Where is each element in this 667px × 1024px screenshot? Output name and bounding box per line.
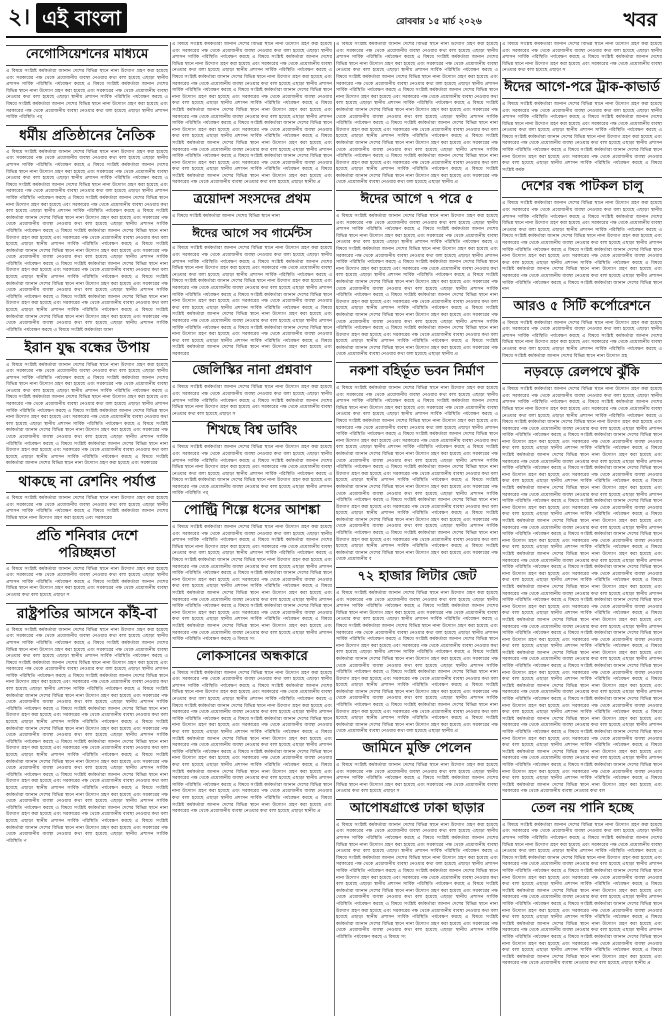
article-body: এ বিষয়ে সংশ্লিষ্ট কর্মকর্তারা জানান দেশের বিভিন্ন স্থানে নানা উদ্যোগ গ্রহণ করা হয়েছে এবং সরকারের পক্ষ থেকে প্রয়োজনীয় ব্যবস্থা নেওয়ার কথা বলা হয়েছে এছাড়া স্থানীয় প্রশাসন সার্বিক পরিস্থিতি পর্যবেক্ষণ করছে এ বিষয়ে সংশ্লিষ্ট কর্মকর্তারা জানান দেশের বিভিন্ন স্থানে নানা উদ্যোগ গ্রহণ করা হয়েছে এবং সরকারের পক্ষ থেকে প্রয়োজনীয় ব্যবস্থা নেওয়ার কথা বলা হয়েছে এছাড়া স্থানীয় প্রশাসন সার্বিক পরিস্থিতি পর্যবেক্ষণ করছে এ বিষয়ে সংশ্লিষ্ট কর্মকর্তারা জানান দেশের বিভিন্ন স্থানে নানা উদ্যোগ গ্রহণ করা হয়েছে এবং সরকারের পক্ষ থেকে প্রয়োজনীয় ব্যবস্থা নেওয়ার কথা বলা হয়েছে এছাড়া স্থানীয় প্রশাসন সার্বিক পরিস্থিতি পর্যবেক্ষণ করছে এ বিষয়ে সংশ্লিষ্ট কর্মকর্তারা জানান দেশের বিভিন্ন স্থানে নানা উদ্যোগ গ্রহণ করা হয়েছে এবং সরকারের পক্ষ থেকে প্রয়োজনীয় ব্যবস্থা নেওয়ার কথা বলা হয়েছে এছাড়া স্থানীয় প্রশাসন সার্বিক পরিস্থিতি পর্যবেক্ষণ করছে এ বিষয়ে সংশ্লিষ্ট কর্মকর্তারা জানান দেশের বিভিন্ন স্থানে নানা উদ্যোগ গ্রহণ করা হয়েছে এবং সরকারের পক্ষ থেকে প্রয়োজনীয় ব্যবস্থা নেওয়ার কথা বলা হয়েছে এছাড়া স্থানীয় প্রশাসন সার্বিক পরিস্থিতি পর্যবেক্ষণ করছে এ বিষয়ে সংশ্লিষ্ট কর্মকর্তারা জানান দেশের বিভিন্ন স্থানে নানা উদ্যোগ গ্রহণ করা হয়েছে এবং সরকারের পক্ষ থেকে প্রয়োজনীয় ব্যবস্থা নেওয়ার কথা বলা হয়েছে এছাড়া স্থানীয় প্রশাসন সার্বিক পরিস্থিতি পর্যবেক্ষণ করছে এ বিষয়ে সংশ্লিষ্ট কর্মকর্তারা জানান দেশের বিভিন্ন স্থানে নানা উদ্যোগ গ্রহণ করা হয়েছে এবং সরকারের (6, 362, 168, 467)
article-body: এ বিষয়ে সংশ্লিষ্ট কর্মকর্তারা জানান দেশের বিভিন্ন স্থানে নানা উদ্যোগ গ্রহণ করা হয়েছে এবং সরকারের পক্ষ থেকে প্রয়োজনীয় ব্যবস্থা নেওয়ার কথা বলা হয়েছে এছাড়া স্থানীয় প্রশাসন সার্বিক পরিস্থিতি পর্যবেক্ষণ করছে এ বিষয়ে সংশ্লিষ্ট কর্মকর্তারা জানান দেশের বিভিন্ন স্থানে নানা উদ্যোগ গ্রহণ করা হয়েছে এবং সরকারের পক্ষ থেকে প্রয়োজনীয় ব্যবস্থা নেওয়ার কথা বলা হয়েছে এছাড়া স (502, 42, 662, 74)
masthead-rule (6, 36, 661, 38)
article-body: এ বিষয়ে সংশ্লিষ্ট কর্মকর্তারা জানান দেশের বিভিন্ন স্থানে নানা উদ্যোগ গ্রহণ করা হয়েছে এবং সরকারের পক্ষ থেকে প্রয়োজনীয় ব্যবস্থা নেওয়ার কথা বলা হয়েছে এছাড়া স্থানীয় প্রশাসন সার্বিক পরিস্থিতি পর্যবেক্ষণ করছে এ বিষয়ে সংশ্লিষ্ট কর্মকর্তারা জানান দেশের বিভিন্ন স্থানে নানা উদ্যোগ গ্রহণ করা হয়েছে এবং সরকারের পক্ষ থেকে প্রয়োজনীয় ব্যবস্থা নেওয়ার কথা বলা হয়েছে এছাড়া স্থানীয় প্রশাসন সার্বিক পরিস্থিতি পর্যবেক্ষণ করছে এ বিষয়ে সংশ্লিষ্ট কর্মকর্তারা জানান দেশের বিভিন্ন স্থানে নানা উদ্যোগ গ্রহণ করা হয়েছে এবং সরকারের পক্ষ থেকে প্রয়োজনীয় ব্যবস্থা নেওয়ার কথা বলা হয়েছে এছাড়া স্থানীয় প্রশাসন সার্বিক পরিস্থিতি পর্যবেক্ষণ করছে এ বিষয়ে সংশ্লিষ্ট কর্মকর্তারা জানান দেশের বিভিন্ন স্থানে নানা উদ্যোগ গ্রহণ করা হয়েছে এবং সরকারের পক্ষ থেকে প্রয়োজনীয় ব্যবস্থা নেওয়ার কথা বলা হয়েছে এছাড়া স্থানীয় প্রশাসন সার্বিক পরিস্থিতি পর্যবেক্ষণ করছে এ বিষয়ে সংশ্লিষ্ট কর্মকর্তারা জানান দেশের বিভিন্ন স্থানে নানা উদ্যোগ গ্রহণ করা হয়েছে এবং সরকারের পক্ষ থেকে প্রয়োজনীয় ব্যবস্থা নেওয়ার কথা বলা হয়েছে এছাড়া স্থানীয় প্রশাসন সার্বিক পরিস্থিতি পর্যবেক্ষণ করছে এ বিষয়ে সংশ্লিষ্ট কর্মকর্তারা জানান দেশের বিভিন্ন স্থানে নানা উদ্যোগ গ্রহণ করা হয়েছে এবং সরকারের পক্ষ থেকে প্রয়োজনীয় ব্যবস্থা নেওয়ার কথা বলা হয়েছে এছাড়া স্থানীয় প্রশাসন সার্বিক পরিস্থিতি পর্যবেক্ষণ করছে এ বিষয়ে সংশ্লিষ্ট কর্মকর্তারা জানান দেশের বিভিন্ন স্থানে নানা উদ্যোগ গ্রহণ করা হয়েছে এবং সরকারের পক্ষ থেকে প্রয়োজনীয় ব্যবস্থা নেওয়ার কথা বলা হয়েছে এছাড়া স্থানীয় প্রশাসন সার্বিক পরিস্থিতি পর্যবেক্ষণ করছে এ বিষয়ে সং (336, 822, 498, 940)
article-body: এ বিষয়ে সংশ্লিষ্ট কর্মকর্তারা জানান দেশের বিভিন্ন স্থানে নানা উদ্যোগ গ্রহণ করা হয়েছে এবং সরকারের পক্ষ থেকে প্রয়োজনীয় ব্যবস্থা নেওয়ার কথা বলা হয়েছে এছাড়া স্থানীয় প্রশাসন সার্বিক পরিস্থিতি পর্যবেক্ষণ করছে এ বিষয়ে সংশ্লিষ্ট কর্মকর্তারা জানান দেশের বিভিন্ন স্থানে নানা উদ্যোগ গ্রহণ করা হয়েছে এবং সরকারের পক্ষ থেকে প্রয়োজনীয় ব্যবস্থা নেওয়ার কথা বলা হয়েছে এছাড়া স্থানীয় প্রশাসন সার্বিক পরিস্থিতি পর্যবেক্ষণ করছে এ বিষয়ে সংশ্লিষ্ট কর্মকর্তারা জানান দেশের বিভিন্ন স্থানে নানা উদ্যোগ গ্রহণ করা হয়েছে এবং সরকারের পক্ষ থেকে প্রয়োজনীয় ব্যবস্থা নেওয়ার কথা বলা হয়েছে এছাড়া স্থানীয় প্রশাসন সার্বিক পরিস্থিতি পর্যবেক্ষণ করছে এ বিষয়ে সংশ্লিষ্ট কর্মকর্তারা জানান দেশের বিভিন্ন স্থানে নানা উদ্যোগ গ্রহণ করা হয়েছে এবং সরকারের পক্ষ থেকে প্রয়োজনীয় ব্যবস্থা নেওয়ার কথা বলা হয়েছে এছাড়া স্থানীয় প্রশাসন সার্বিক পরিস্থিতি পর্যবেক্ষণ করছে এ বিষয়ে সংশ্লিষ্ট কর্মকর্তারা জানান দেশের বিভিন্ন স্থানে নানা উদ্যোগ গ্রহণ করা হয়েছে এবং সরকারের পক্ষ থেকে প্রয়োজনীয় ব্যবস্থা নেওয়ার কথা বলা হয়েছে এছাড়া স্থানীয় প্রশাসন সার্বিক পরিস্থিতি পর্যবেক্ষণ করছে এ বিষয়ে সংশ্লিষ্ট কর্মকর্তারা জানান দেশের বিভিন্ন স্থানে নানা উদ্যোগ গ্রহণ করা হয়েছে এবং সরকারের পক্ষ থেকে প্রয়োজনীয় ব্যবস্থা নেওয়ার কথা বলা হয়েছে এছাড়া স্থানীয় প্রশাসন সার্বিক পরিস্থিতি পর্যবেক্ষণ করছে এ বিষয়ে সংশ্লিষ্ট কর্মকর্তারা জানান দেশের বিভিন্ন স্থানে নানা উদ্যোগ গ্রহণ করা হয়েছে এবং সরকারের পক্ষ থেকে প্রয়োজনীয় ব্যবস্থা নেওয়ার কথা বলা হয়েছে এছাড়া স্থানীয় প্রশাসন সার্বিক পরিস্থিতি পর্যবেক্ষণ করছে এ বিষয়ে সংশ্লিষ্ট কর্মকর্তারা জানান দেশের বিভিন্ন স্থানে নানা উদ্যোগ গ্রহণ করা হয়েছে এবং সরকারের পক্ষ থেকে প্রয়োজনীয় ব্যবস্থা নেওয়ার কথা বলা হয়েছে এছাড়া স্থানীয় প্রশাসন সার্বিক পরিস্থিতি পর্যবেক্ষণ করছে এ বিষয়ে সংশ্লিষ্ট কর্মকর্তারা জানান দেশের বিভিন্ন স্থানে নানা উদ্যোগ গ্রহণ করা হয়েছে এবং সরকারের পক্ষ থেকে প্রয়োজনীয় ব্যবস্থা নেওয়ার কথা বলা হয়েছে এছাড়া স্থানীয় প্রশাসন সার্বিক পরিস্থিতি পর্যবেক্ষণ করছে এ বিষয়ে সংশ্লিষ্ট কর্মকর্তারা জানান দেশের বিভিন্ন স্থানে নানা উদ্যোগ গ্রহণ করা হয়েছে এবং সরকারের পক্ষ থেকে প্রয়োজনীয় ব্যবস্থা নেওয়ার কথা বলা হয়েছে এছাড়া স্থানীয় প্রশাসন সার্বিক পরিস্থিতি পর্যবেক্ষণ করছে এ বিষয়ে সংশ্লিষ্ট কর্মকর্তারা জানান দেশের বিভিন্ন স্থানে নানা উদ্যোগ গ্রহণ করা হয়েছে এবং সরকারের পক্ষ থেকে প্রয়োজনীয় ব্যবস্থা নেওয়ার কথা বলা হয়েছে এছাড়া স্থানীয় প্রশাসন সার্বিক পরিস্থিতি পর্যবেক্ষণ করছে এ বিষয়ে সংশ্লিষ্ট কর্মকর্তারা জানান দেশের বিভিন্ন স্থানে নানা উদ্যোগ গ্রহণ করা হয়েছে এবং সরকারের পক্ষ থেকে প্রয়োজনীয় ব্যবস্থা নেওয়ার কথা বলা হয়েছে এছাড়া স্থানীয় প্রশাসন সার্বিক পরিস্থিতি পর্যবেক্ষণ করছে এ বিষয়ে সংশ্লিষ্ট কর্মকর্তারা জানান দেশের বিভিন্ন স্থানে নানা উদ্যোগ গ্রহণ করা হয়েছে এবং সরকারের পক্ষ থেকে প্রয়োজনীয় ব্যবস্থা নেওয়ার কথা বলা হয়েছে এছাড়া স্থানীয় প্রশাসন সার্বিক পরিস্থিতি পর্যবেক্ষণ করছে এ বিষয়ে সংশ্লিষ্ট কর্মকর্তারা জানান দেশের বিভিন্ন স্থানে নানা উদ্যোগ গ্রহণ করা হয়েছে এবং সরকারের পক্ষ থেকে প্রয়োজনীয় ব্যবস্থা নেওয়ার কথা বলা হয়েছে এছাড়া স্থানীয় প্রশাসন সার্বিক পরিস্থিতি পর্যবেক্ষণ করছে এ বিষয়ে সংশ্লিষ্ট কর্মকর্তারা জানান দেশের বিভিন্ন স্থানে নানা উদ্যোগ গ্রহণ করা হয়েছে এবং সরকারের পক্ষ থেকে প্রয়োজনীয় ব্যবস্থা নেওয়ার কথা বলা হয়েছে এছাড়া স্থানীয় প্রশাসন সার্বিক পরিস্থিতি পর্যবেক্ষণ করছে এ বিষয়ে সংশ্লিষ্ট কর্মকর্তারা জানান দেশের বিভিন্ন স্থানে নানা উদ্যোগ গ্রহণ করা হয়েছে এবং সরকারের পক্ষ থেকে প্রয়োজনীয় ব্যবস্থা নেওয়ার কথা বলা হয়েছে এছাড়া স্থানীয় প্রশাসন সার্বিক পরিস্থিতি পর্যবেক্ষণ করছে এ বিষয়ে সংশ্লিষ্ট কর্মকর্তারা জানান দেশের বিভিন্ন স্থানে নানা উদ্যোগ গ্রহণ করা হয়েছে এবং সরকারের পক্ষ থেকে প্রয়োজনীয় ব্যবস্থা নেওয়ার কথা বলা হয়েছে এছাড়া স্থানীয় প্রশাসন সার্বিক পরিস্থিতি পর্যবেক্ষণ করছে এ বিষয়ে সংশ্লিষ্ট কর্মকর্তারা জানান দেশের বিভিন্ন স্থানে নানা উদ্যোগ গ্রহণ করা হয়েছে এবং সরকারের পক্ষ থেকে প্রয়োজনীয় ব্যবস্থা নেওয়ার কথা বলা হয়েছে এছাড়া স্থানীয় প্রশাসন সার্বিক পরিস্থিতি পর্যবেক্ষণ করছে এ বিষয়ে সংশ্লিষ্ট কর্মকর্তারা জানান দেশের বিভিন্ন স্থানে নানা উদ্যোগ গ্রহণ করা হয়েছে এবং সরকারের পক্ষ থেকে প্রয়োজনীয় ব্যবস্থা নেওয়ার কথা বলা হয়েছে এছাড়া স্থানীয় প্রশাসন সার্বিক পরিস্থিতি পর্যবেক্ষণ করছে এ বিষয়ে সংশ্লিষ্ট কর্মকর্তারা জানান দেশের বিভিন্ন স্থানে নানা উদ্যোগ গ্রহণ করা হয়েছে এবং সরকারের পক্ষ থেকে প্রয়োজনীয় ব্যবস্থা নেওয়ার কথা বলা হয়েছে এছাড়া স্থানীয় প্রশাসন সার্বিক পরিস্থিতি পর্যবেক্ষণ করছে এ বিষয়ে সংশ্লিষ্ট কর্মকর্তারা জানান দেশের বিভিন্ন স্থানে নানা উদ্যোগ গ্রহণ করা হয়েছে এবং সরকারের পক্ষ থেকে প্রয়োজনীয় ব্যবস্থা নেওয়ার কথা বলা হয়েছে এছাড়া স্থানীয় প্রশাসন সার্বিক পরিস্থিতি পর্যবেক্ষণ করছে এ বিষয়ে সংশ্লিষ্ট কর্মকর্তারা জানান দেশের বিভিন্ন স্থানে নানা উদ্যোগ গ্রহণ করা হয়েছে এবং সরকারের পক্ষ থেকে প্রয়োজনীয় ব্যবস্থা নেওয়ার কথা বলা হয়েছে এছাড়া স্থানীয় প্রশাসন সার্বিক পরিস্থিতি পর্যবেক্ষণ করছে এ বিষয়ে সংশ্লিষ্ট কর্মকর্তারা জানান দেশের বিভিন্ন স্থানে নানা উদ্যোগ গ্রহণ করা হয়েছে এবং সরকারের পক্ষ থেকে প্রয়োজনীয় ব্যবস্থা নেওয়ার কথা বলা হয়েছে এছাড়া স্থানীয় প্রশাসন সার্বিক পরিস্থিতি পর্যবেক্ষণ করছে এ বিষয়ে সংশ্লিষ্ট কর্মকর্তারা জানান দেশের বিভিন্ন স্থানে নানা উদ্যোগ গ্রহণ করা হয়েছে এবং সরকারের পক্ষ থেকে প্রয়োজনীয় ব্যবস্থা নেওয়ার কথা বলা হয়েছে এছাড়া স্থানীয় প্রশাসন সার্বিক পরিস্থিতি পর্যবেক্ষণ করছে এ বিষয়ে সংশ্লিষ্ট কর্মকর্তারা জানান দেশের বিভিন্ন স্থানে নানা উদ্যোগ গ্রহণ করা হয়েছে এবং সরকারের পক্ষ থেকে প্রয়োজনীয় ব্যবস্থা নেওয়ার কথা বল (502, 387, 662, 795)
article-headline: রাষ্ট্রপতির আসনে কাঁই-বা (6, 603, 168, 625)
column-1 (6, 42, 168, 1018)
article-body: এ বিষয়ে সংশ্লিষ্ট কর্মকর্তারা জানান দেশের বিভিন্ন স্থানে নানা উদ্যোগ গ্রহণ করা হয়েছে এবং সরকারের পক্ষ থেকে প্রয়োজনীয় ব্যবস্থা নেওয়ার কথা বলা হয়েছে এছাড়া স্থানীয় প্রশাসন সার্বিক পরিস্থিতি পর্যবেক্ষণ করছে এ বিষয়ে সংশ্লিষ্ট কর্মকর্তারা জানান দেশের বিভিন্ন স্থানে নানা উদ্যোগ গ্রহণ করা হয়েছে এবং সরকারের পক্ষ থেকে প্রয়োজনীয় ব্যবস্থা নেওয়ার কথা বলা হয়েছে এছাড়া স্থানীয় প্রশাসন সার্বিক পরিস্থিতি পর্যবেক্ষণ করছে এ বিষয়ে সংশ্লিষ্ট কর্মকর্তারা জানান দেশের বিভিন্ন স্থানে নানা উদ্যোগ গ্রহণ করা হয়েছে এবং সরকারের পক্ষ থেকে প্রয়োজনীয় ব্যবস্থা নেওয়ার কথা বলা হয়েছে এছাড়া স্থানীয় প্রশাসন সার্বিক পরিস্থিতি পর্যবেক্ষণ করছে এ বিষয়ে সংশ্লিষ্ট কর্মকর্তারা জানান দেশের বিভিন্ন স্থানে নানা উদ্যোগ গ্রহণ করা হয়েছে এবং সরকারের পক্ষ থেকে প্রয়োজনীয় ব্যবস্থা নেওয়ার কথা বলা হয়েছে এছাড়া স্থানীয় প্রশাসন সার্বিক পরিস্থিতি পর্যবেক্ষণ করছে এ বিষয়ে সংশ্লিষ্ট কর্মকর্তারা জানান দেশের বিভিন্ন স্থানে নানা উদ্যোগ গ্রহণ করা হয়েছে এবং সরকারের পক্ষ থেকে প্রয়োজনীয় ব্যবস্থা নেওয়ার কথা বলা হয়েছে এছাড়া স্থানীয় প্রশাসন সার্বিক পরিস্থিতি পর্যবেক্ষণ করছে এ বিষয়ে সংশ্লিষ্ট কর্মকর্তারা জানান দেশের বিভিন্ন স্থানে নানা উদ্যোগ গ্রহণ করা হয়েছে এবং সরকারের পক্ষ থেকে প্রয়োজনীয় ব্যবস্থা নেওয়ার কথা বলা হয়েছে এছাড়া স্থানীয় প্রশাসন সার্বিক পরিস্থিতি পর্যবেক্ষণ করছে এ বিষয়ে সংশ্লিষ্ট কর্মকর্তারা জানান দেশের বিভিন্ন স্থানে নানা উদ্যোগ গ্রহণ করা হয়েছে এবং সরকারের পক্ষ থেকে প্রয়োজনীয় ব্যবস্থা নেওয়ার কথা বলা হয়েছে এছাড়া স্থানীয় প্রশাসন সার্বিক পরিস্থিতি পর্যবেক্ষণ করছে এ বিষয়ে সং (172, 525, 332, 643)
article-headline: আপোষগ্রাপ্তে ঢাকা ছাড়ার (336, 799, 498, 820)
article-headline: ত্রয়োদশ সংসদের প্রথম (172, 190, 332, 211)
article-headline: থাকছে না রেশনিং পর্যাপ্ত (6, 471, 168, 493)
article-body: এ বিষয়ে সংশ্লিষ্ট কর্মকর্তারা জানান দেশের বিভিন্ন স্থানে নানা উদ্যোগ গ্রহণ করা হয়েছে এবং সরকারের পক্ষ থেকে প্রয়োজনীয় ব্যবস্থা নেওয়ার কথা বলা হয়েছে এছাড়া স্থানীয় প্রশাসন সার্বিক পরিস্থিতি পর্যবেক্ষণ করছে এ বিষয়ে সংশ্লিষ্ট কর্মকর্তারা জানান দেশের বিভিন্ন স্থানে নানা উদ্যোগ গ্রহণ করা হয়েছে এবং সরকারের পক্ষ থেকে প্রয়োজনীয় ব্যবস্থা নেওয়ার কথা বলা হয়েছে এছাড়া স্থানীয় প্রশাসন সার্বিক পরিস্থিতি পর্যবেক্ষণ করছে এ বিষয়ে সংশ্লিষ্ট কর্মকর্তারা জানান দেশের বিভিন্ন স্থানে নানা উদ্যোগ গ্রহণ করা হয়েছে এবং সরকারের পক্ষ থেকে প্রয়োজনীয় ব্যবস্থা নেওয়ার কথা বলা হয়েছে এছাড়া স্থানীয় প্রশাসন সার্বিক পরিস্থিতি পর্যবেক্ষণ করছে এ বিষয়ে সংশ্লিষ্ট কর্মকর্তারা জানান দেশের বিভিন্ন স্থানে নানা উদ্যোগ গ্রহণ করা হয়েছে এবং সরকারের পক্ষ থেকে প্রয়োজনীয় ব্যবস্থা নেওয়ার কথা বলা হয়েছে এছাড়া স্থানীয় প্রশাসন সার্বিক পরিস্থিতি পর্যবেক্ষণ করছে এ বিষয়ে সংশ্লিষ্ট কর্মক (502, 101, 662, 173)
article-body: এ বিষয়ে সংশ্লিষ্ট কর্মকর্তারা জানান দেশের বিভিন্ন স্থানে নানা উদ্যোগ গ্রহণ করা হয়েছে এবং সরকারের পক্ষ থেকে প্রয়োজনীয় ব্যবস্থা নেওয়ার কথা বলা হয়েছে এছাড়া স্থানীয় প্রশাসন সার্বিক পরিস্থিতি পর্যবেক্ষণ করছে এ বিষয়ে সংশ্লিষ্ট কর্মকর্তারা জানান দেশের বিভিন্ন স্থানে নানা উদ্যোগ গ্রহণ করা হয়েছে এবং সরকারের পক্ষ থেকে প্রয়োজনীয় ব্যবস্থা নেওয়ার কথা বলা হয়েছে এছাড়া স্থানীয় প্রশাসন সার্বিক পরিস্থিতি পর্যবেক্ষণ করছে এ বিষয়ে সংশ্লিষ্ট কর্মকর্তারা জানান দেশের বিভিন্ন স্থানে নানা উদ্যোগ গ্রহণ করা হয়েছে এবং সরকারের পক্ষ থেকে প্রয়োজনীয় ব্যবস্থা নেওয়ার কথা বলা হয়েছে এছাড়া স্থানীয় প্রশাসন সার্বিক পরিস্থিতি পর্ (6, 68, 168, 121)
article-body: এ বিষয়ে সংশ্লিষ্ট কর্মকর্তারা জানান দেশের বিভিন্ন স্থানে নানা উদ্যোগ গ্রহণ করা হয়েছে এবং সরকারের পক্ষ থেকে প্রয়োজনীয় ব্যবস্থা নেওয়ার কথা বলা হয়েছে এছাড়া স্থানীয় প্রশাসন সার্বিক পরিস্থিতি পর্যবেক্ষণ করছে এ বিষয়ে সংশ্লিষ্ট কর্মকর্তারা জানান দেশের বিভিন্ন স্থানে নানা উদ্যোগ গ্রহণ করা হয়েছে এবং সরকারের পক্ষ থেকে প্রয়োজনীয় ব্যবস্থা নেওয়ার কথা বলা হয়েছে এছাড়া স্থানীয় প্রশাসন সার্বিক পরিস্থিতি পর্যবেক্ষণ করছে এ বিষয়ে সংশ্লিষ্ট কর্মকর্তারা জানান দেশের বিভিন্ন স্থানে নানা উদ্যোগ গ্রহণ করা হয়েছে এবং সরকারের পক্ষ থেকে প্রয়োজনীয় ব্যবস্থা নেওয়ার কথা বলা হয়েছে এছাড়া স্থানীয় প্রশাসন সার্বিক পরিস্থিতি পর্যবেক্ষণ করছে এ বিষয়ে সংশ্লিষ্ট কর্মকর্তারা জানান দেশের বিভিন্ন স্থানে নানা উদ্যোগ গ্রহণ করা হয়েছে এবং সরকারের পক্ষ থেকে প্রয়োজনীয় ব্যবস্থা নেওয়ার কথা বলা হয়েছে এছাড়া স্থানীয় প্রশাসন সার্বিক পরিস্থিতি পর্যবেক্ষণ করছে এ বিষয়ে সংশ্লিষ্ট কর্মকর্তারা জানান দেশের বিভিন্ন স্থানে নানা উদ্যোগ গ্রহণ করা হয়েছে এবং সরকারের পক্ষ থেকে প্রয়োজনীয় ব্যবস্থা নেওয়ার কথা বলা হয়েছে এছাড়া স্থানীয় প্রশাসন সার্বিক পরিস্থিতি পর্যবেক্ষণ করছে এ বিষয়ে সংশ্লিষ্ট কর্মকর্তারা জানান দেশের বিভিন্ন স্থানে নানা উদ্যোগ গ্রহণ করা হয়েছে এবং সরকারের পক্ষ থেকে প্রয়োজনীয় ব্যবস্থা নেওয়ার কথা বলা হয়েছে এছাড়া স্থানীয় প্রশাসন সার্বিক পরিস্থিতি পর্যবেক্ষণ করছে এ বিষয়ে সংশ্লিষ্ট কর্মকর্তারা জানান দেশের বিভিন্ন স্থানে নানা উদ্যোগ গ্রহণ করা হয়েছে এবং সরকারের পক্ষ থেকে প্রয়োজনীয় ব্যবস্থা নেওয়ার কথা বলা হয়েছে এছাড়া স্থানীয় প্রশাসন সার্বিক পরিস্থিতি পর্যবেক্ষণ করছে এ বিষয়ে সংশ্লিষ্ট কর্মকর্তারা জানান দেশের বিভিন্ন স্থানে নানা উদ্যোগ গ্রহণ করা হয়েছে এবং সরকারের পক্ষ থেকে প্রয়োজনীয় ব্যবস্থা নেওয়ার কথা বলা হয়েছে এছাড়া স্থানীয় প্রশাসন সার্বিক পরিস্থিতি পর্যবেক্ষণ করছে এ বিষয়ে সংশ্লিষ্ট কর্মকর্তারা জানান দেশের বিভিন্ন স্থানে নানা উদ্যোগ গ্রহণ করা হয়েছে এবং সরকারের পক্ষ থেকে প্রয়োজনীয় ব্যবস্থা নেওয়ার কথা বলা হয়েছে এছাড়া স্থানীয় প্র (336, 42, 498, 186)
article-body: এ বিষয়ে সংশ্লিষ্ট কর্মকর্তারা জানান দেশের বিভিন্ন স্থানে নানা উদ্যোগ গ্রহণ করা হয়েছে এবং সরকারের পক্ষ থেকে প্রয়োজনীয় ব্যবস্থা নেওয়ার কথা বলা হয়েছে এছাড়া স্থানীয় প্রশাসন সার্বিক পরিস্থিতি পর্যবেক্ষণ করছে এ বিষয়ে সংশ্লিষ্ট কর্মকর্তারা জানান দেশের বিভিন্ন স্থানে নানা উদ্যোগ গ্রহণ করা হয়েছে এবং সরকারের পক্ষ থেকে প্রয়োজনীয় ব্যবস্থা নেওয়ার কথা বলা হয়েছে এছাড়া স (336, 762, 498, 795)
newspaper-logo (36, 3, 127, 33)
column-divider (500, 42, 501, 1016)
article-body: এ বিষয়ে সংশ্লিষ্ট কর্মকর্তারা জানান দেশের বিভিন্ন স্থানে নানা উদ্যোগ গ্রহণ করা হয়েছে এবং সরকারের পক্ষ থেকে প্রয়োজনীয় ব্যবস্থা নেওয়ার কথা বলা হয়েছে এছাড়া স্থানীয় প্রশাসন সার্বিক পরিস্থিতি পর্যবেক্ষণ করছে এ বিষয়ে সংশ্লিষ্ট কর্মকর্তারা জানান দেশের বিভিন্ন স্থানে নানা উদ্যোগ গ্রহণ করা হয়েছে এবং সরকারের পক্ষ থেকে প্রয়োজনীয় ব্যবস্থা নেওয়ার কথা বলা হয়েছে এছাড়া স্থানীয় প্রশাসন সার্বিক পরিস্থিতি পর্যবেক্ষণ করছে এ বিষয়ে সংশ্লিষ্ট কর্মকর্তারা জানান দেশের বিভিন্ন স্থানে নানা উদ্যোগ গ্রহণ করা হয়েছে এবং সরকারের পক্ষ থেকে প্রয়োজনীয় ব্যবস্থা নেওয়ার কথা বলা হয়েছে এছাড়া স্থানীয় প্রশাসন সার্বিক পরিস্থিতি পর্যবেক্ষণ করছে এ বিষয়ে সংশ্লিষ্ট কর্মকর্তারা জানান দেশের বিভিন্ন স্থানে নানা উদ্যোগ গ্রহণ করা হয়েছে এবং সরকারের পক্ষ থেকে প্রয়োজনীয় ব্যবস্থা নেওয়ার কথা বলা হয়েছে এছাড়া স্থানীয় প্রশাসন সার্বিক পরিস্থিতি পর্যবেক্ষণ করছে এ বিষয়ে সংশ্লিষ্ট কর্মকর্তারা জানান দেশের বিভিন্ন স্থানে নানা উদ্যোগ গ্রহণ করা হয়েছে এবং সরকারের পক্ষ থেকে প্রয়োজনীয় ব্যবস্থা নেওয়ার কথা বলা হয়েছে এছাড়া স্থানীয় প্রশাসন সার্বিক পরিস্থিতি পর্যবেক্ষণ করছে এ বিষয়ে সংশ্লিষ্ট কর্মকর্তারা জানান দেশের বিভিন্ন স্থানে নানা উদ্যোগ গ্রহণ করা হয়েছে এবং সরকারের পক্ষ থেকে প্রয়োজনীয় ব্যবস্থা নেওয়ার কথা বলা হয়েছে এছাড়া স্থানীয় প্রশাসন সার্বিক পরিস্থিতি পর্যবেক্ষণ করছে এ বিষয়ে সংশ্লিষ্ট কর্মকর্তারা জানান দেশের বিভিন্ন স্থানে নানা উদ্যোগ গ্রহণ করা হয়েছে এবং সরকারের পক্ষ থেকে প্রয়োজনীয় ব্যবস্থা নেওয়ার কথা বলা হয়েছে এছাড়া স্থানীয় প্রশাসন সার্বিক পরিস্থিতি পর্যবেক্ষণ করছে এ বিষয়ে সংশ্লিষ্ট কর্মকর্তারা জানান দেশের বিভিন্ন স্থানে নানা উদ্যোগ গ্রহণ করা হয়েছে এবং সরকারের পক্ষ থেকে প্রয়োজনীয় ব্যবস্থা নেওয়ার কথা বলা হয়েছে এছাড়া স্থানীয় প্রশাসন সার্বিক পরিস্থিতি পর্যবেক্ষণ করছে এ বিষয়ে সংশ্লিষ্ট কর্মকর্তারা জানান দেশের বিভিন্ন স্থানে নানা উদ্যোগ গ্রহণ করা হয়েছে এবং সরকারের পক্ষ থেকে প্রয়োজনীয় ব্যবস্থা নেওয়ার কথা বলা হয়েছে এছাড়া স্থানীয় প্র (336, 214, 498, 358)
article-headline: দেশের বন্ধ পাটকল চালু (502, 177, 662, 198)
article-headline: ধর্মীয় প্রতিষ্ঠানের নৈতিক (6, 125, 168, 147)
article-body: এ বিষয়ে সংশ্লিষ্ট কর্মকর্তারা জানান দেশের বিভিন্ন স্থানে নানা উদ্যোগ গ্রহণ করা হয়েছে এবং সরকারের পক্ষ থেকে প্রয়োজনীয় ব্যবস্থা নেওয়ার কথা বলা হয়েছে এছাড়া স্থানীয় প্রশাসন সার্বিক পরিস্থিতি পর্যবেক্ষণ করছে এ বিষয়ে সংশ্লিষ্ট কর্মকর্তারা জানান দেশের বিভিন্ন স্থানে নানা উদ্যোগ গ্রহণ করা হয়েছে এবং সরকারের পক্ষ থেকে প্রয়োজনীয় ব্যবস্থা নেওয়ার কথা বলা হয়েছে এছাড়া স্থানীয় প্রশাসন সার্বিক পরিস্থিতি পর্যবেক্ষণ করছে এ বিষয়ে সংশ্লিষ্ট কর্মকর্তারা জানান দেশের বিভিন্ন স্থানে নানা উদ্যোগ গ্রহণ করা হয়েছে এবং সরকারের পক্ষ থেকে প্রয়োজনীয় ব্যবস্থা নেওয়ার কথা বলা হয়েছে এছাড়া স্থানীয় প্রশাসন সার্বিক পরিস্থিতি পর্যবেক্ষণ করছে এ বিষয়ে সংশ্লিষ্ট কর্মকর্তারা জানান দেশের বিভিন্ন স্থানে নানা উদ্যোগ গ্রহণ করা হয়েছে এবং সরকারের পক্ষ থেকে প্রয়োজনীয় ব্যবস্থা নেওয়ার কথা বলা হয়েছে এছাড়া স্থানীয় প্রশাসন সার্বিক পরিস্থিতি পর্যবেক্ষণ করছে এ বিষয়ে সংশ্লিষ্ট কর্মকর্তারা জানান দেশের বিভিন্ন স্থানে নানা উদ্যোগ গ্রহণ করা হয়েছে এবং সরকারের পক্ষ থেকে প্রয়োজনীয় ব্যবস্থা নেওয়ার কথা বলা হয়েছে এছাড়া স্থানীয় প্রশাসন সার্বিক পরিস্থিতি পর্যবেক্ষণ করছে এ বিষয়ে সংশ্লিষ্ট কর্মকর্তারা জানান দেশের বিভিন্ন স্থানে নানা উদ্যোগ গ্রহণ করা হয়েছে এবং সরকারের পক্ষ থেকে প্রয়োজনীয় ব্যবস্থা নেওয়ার কথা বলা হয়েছে এছাড়া স্থানীয় প্রশাসন সার্বিক পরিস্থিতি পর্যবেক্ষণ করছে এ বিষয়ে সংশ্লিষ্ট কর্মকর্তারা জানান দেশের বিভিন্ন স্থানে নানা উদ্যোগ গ্রহণ করা হয়েছে এবং সরকারের পক্ষ থেকে প্রয়োজনীয় ব্যবস্থা নেওয়ার কথা বলা হয়েছে এছাড়া স্থানীয় প্রশাসন সার্বিক পরিস্থিতি পর্যবেক্ষণ করছে এ বিষয়ে সংশ্লিষ্ট কর্মকর্তারা জানান দেশের বিভিন্ন স্থানে নানা উদ্যোগ গ্রহণ করা হয়েছে এবং সরকারের পক্ষ থেকে প্রয়োজনীয় ব্যবস্থা নেওয়ার কথা বলা হয়েছে এছাড়া স্থানীয় প্রশাসন সার্বিক পরিস্থিতি পর্যবেক্ষণ করছে এ বিষয়ে সংশ্লিষ্ট কর্মকর্তারা জানান দেশের বিভিন্ন স্থানে নানা উদ্যোগ গ্রহণ করা হয়েছে এবং সরকারের পক্ষ থেকে প্রয়োজনীয় ব্যবস্থা নেওয়ার কথা বলা হয়েছে এছাড়া স্থানীয় প্র (172, 670, 332, 815)
article-headline: ঈদের আগে সব গার্মেন্টস (172, 224, 332, 244)
column-4 (502, 42, 662, 1018)
article-body: এ বিষয়ে সংশ্লিষ্ট কর্মকর্তারা জানান দেশের বিভিন্ন স্থানে নানা উদ্যোগ গ্রহণ করা হয়েছে এবং সরকারের পক্ষ থেকে প্রয়োজনীয় ব্যবস্থা নেওয়ার কথা বলা হয়েছে এছাড়া স্থানীয় প্রশাসন সার্বিক পরিস্থিতি পর্যবেক্ষণ করছে এ বিষয়ে সংশ্লিষ্ট কর্মকর্তারা জানান দেশের বিভিন্ন স্থানে নানা উদ্যোগ গ্রহণ করা হয়েছে এবং সরকারের পক্ষ থেকে প্রয়োজনীয় ব্যবস্থা নেওয়ার কথা বলা হয়েছে এছাড়া স্থানীয় প্রশাসন সার্বিক পরিস্থিতি পর্যবেক্ষণ করছে এ বিষয়ে সংশ্লিষ্ট কর্মকর্তারা জানান দেশের বিভিন্ন স্থানে নানা উদ্যোগ গ্রহণ করা হয়েছে এবং সরকারের পক্ষ থেকে প্রয়োজনীয় ব্যবস্থা নেওয়ার কথা বলা হয়েছে এছাড়া স্থানীয় প্রশাসন সার্বিক পরিস্থিতি পর্যবেক্ষণ করছে এ বিষয়ে সংশ্লিষ্ট কর্মকর্তারা জানান দেশের বিভিন্ন স্থানে নানা উদ্যোগ গ্রহণ করা হয়েছে এবং সরকারের পক্ষ থেকে প্রয়োজনীয় ব্যবস্থা নেওয়ার কথা বলা হয়েছে এছাড়া স্থানীয় প্রশাসন সার্বিক পরিস্থিতি পর্যবেক্ষণ করছে এ বিষয়ে সংশ্লিষ্ট কর্মকর্তারা জানান দেশের বিভিন্ন স্থানে নানা উদ্যোগ গ্রহণ করা হয়েছে এবং সরকারের পক্ষ থেকে প্রয়োজনীয় ব্যবস্থা নেওয়ার কথা বলা হয়েছে এছাড়া স্থানীয় প্রশাসন সার্বিক পরিস্থিতি পর্যবেক্ষণ করছে এ বিষয়ে সংশ্লিষ্ট কর্মকর্তারা জানান দেশের বিভিন্ন স্থানে নানা উদ্যোগ গ্রহণ করা হয়েছে এবং সরকারের পক্ষ থেকে প্রয়োজনীয় ব্যবস্থা নেওয়ার কথা বলা হয়েছে এছাড়া স্থানীয় প্রশাসন সার্বিক পরিস্থিতি পর্যবেক্ষণ করছে এ বিষয়ে সংশ্লিষ্ট কর্মকর্তারা জানান দেশের বিভিন্ন স্থানে নানা উদ্যোগ গ্রহণ করা হয়েছে এবং সরকারের পক্ষ থেকে প্রয়োজনীয় ব্যবস্থা নেওয়ার কথা বলা হয়েছে এছাড়া স্থানীয় প্রশাসন সার্বিক পরিস্থিতি পর্যবেক্ষণ করছে এ বিষয়ে সংশ্লিষ্ট কর্মকর্তারা জানান দেশের বিভিন্ন স্থানে নানা উদ্যোগ গ্রহণ করা হয়েছে এবং সরকারের পক্ষ থেকে প্রয়োজনীয় ব্যবস্থা নেওয়ার কথা বলা হয়েছে এছাড়া স্থানীয় প্রশাসন সার্বিক পরিস্থিতি পর্যবেক্ষণ করছে এ বিষয়ে সংশ্লিষ্ট কর্মকর্তারা জানান দেশের বিভিন্ন স্থানে নানা উদ্যোগ গ্রহণ করা হয়েছে এবং সরকারের পক্ষ থেকে প্রয়োজনীয় ব্যবস্থা নেওয়ার কথা বলা হয়েছে এছাড়া স্থানীয় প্রশাসন সার্বিক পরিস্থিতি পর্যবেক্ষণ করছে এ বিষয়ে সংশ্লিষ্ট কর্মকর্তারা জানান দেশের বিভিন্ন স্থানে নানা উদ্যোগ গ্রহণ করা হয়েছে এবং সরকারের পক্ষ থেকে প্রয়োজনীয় ব্যবস্থা নেওয়ার কথা বলা হয়েছে এছাড়া স্থানীয় প্রশাসন সার্বিক পরিস্থিতি পর্যবেক্ষণ করছে এ বিষয়ে সংশ্লিষ্ট কর্মকর্তারা জানান দেশের বিভিন্ন স্থানে নানা উদ্যোগ গ্রহণ করা হয়েছে এবং সরকারের পক্ষ থেকে প্রয়োজনীয় ব্যবস্থা নেওয়ার কথা বলা হয়েছে এছাড়া স্থানীয় প্রশাসন সার্বিক পরিস্থিতি পর্যবেক্ষণ করছে এ বিষয়ে সংশ্লিষ্ট কর্মকর্তারা জানা (6, 149, 168, 333)
column-divider (170, 42, 171, 1016)
article-body: এ বিষয়ে সংশ্লিষ্ট কর্মকর্তারা জানান দেশের বিভিন্ন স্থানে নানা উদ্যোগ গ্রহণ করা হয়েছে এবং সরকারের পক্ষ থেকে প্রয়োজনীয় ব্যবস্থা নেওয়ার কথা বলা হয়েছে এছাড়া স্থানীয় প্রশাসন সার্বিক পরিস্থিতি পর্যবেক্ষণ করছে এ বিষয়ে সংশ্লিষ্ট কর্মকর্তারা জানান দেশের বিভিন্ন স্থানে নানা উদ্যোগ গ্রহণ করা হয়েছে এবং সরকারের পক্ষ থেকে প্রয়োজনীয় ব্যবস্থা নেওয়ার কথা বলা হয়েছে এছাড়া স্থানীয় প্রশাসন সার্বিক পরিস্থিতি পর্যবেক্ষণ করছে এ বিষয়ে সংশ্লিষ্ট কর্মকর্তারা জানান দেশের বিভিন্ন স্থানে নানা উদ্যোগ গ্রহণ করা হয়েছে এবং সরকারের পক্ষ থেকে প্রয়োজনীয় ব্যবস্থা নেওয়ার কথা বলা হয়েছে এছাড়া স্থানীয় প্রশাসন সার্বিক পরিস্থিতি পর্ (172, 445, 332, 497)
article-headline: নড়বড়ে রেলপথে ঝুঁকি (502, 363, 662, 384)
article-headline: আরও ৫ সিটি কর্পোরেশনে (502, 297, 662, 318)
article-body: এ বিষয়ে সংশ্লিষ্ট কর্মকর্তারা জানান দেশের বিভিন্ন স্থানে নানা উদ্যোগ গ্রহণ করা হয়েছে এবং সরকারের পক্ষ থেকে প্রয়োজনীয় ব্যবস্থা নেওয়ার কথা বলা হয়েছে এছাড়া স্থানীয় প্রশাসন সার্বিক পরিস্থিতি পর্যবেক্ষণ করছে এ বিষয়ে সংশ্লিষ্ট কর্মকর্তারা জানান দেশের বিভিন্ন স্থানে নানা উদ্যোগ গ্রহণ করা হয়েছে এবং সরকারের (6, 496, 168, 521)
article-headline: ৭২ হাজার লিটার জেট (336, 567, 498, 588)
article-headline: ঈদের আগে ৭ পরে ৫ (336, 190, 498, 211)
column-divider (334, 42, 335, 1016)
article-body: এ বিষয়ে সংশ্লিষ্ট কর্মকর্তারা জানান দেশের বিভিন্ন স্থানে নানা উদ্যোগ গ্রহণ করা হয়েছে এবং সরকারের পক্ষ থেকে প্রয়োজনীয় ব্যবস্থা নেওয়ার কথা বলা হয়েছে এছাড়া স্থানীয় প্রশাসন সার্বিক পরিস্থিতি পর্যবেক্ষণ করছে এ বিষয়ে সংশ্লিষ্ট কর্মকর্তারা জানান দেশের বিভিন্ন স্থানে নানা উদ্যোগ গ্রহণ করা হয়েছে এবং সরকারের পক্ষ থেকে প্রয়োজনীয় ব্যবস্থা নেওয়ার কথা বলা হয়েছে এছাড়া স্থানীয় প্রশাসন সার্বিক পরিস্থিতি পর্যবেক্ষণ করছে এ বিষয়ে সংশ্লিষ্ট কর্মকর্তারা জানান দেশের বিভিন্ন স্থানে নানা উদ্যোগ গ্রহণ করা হয়েছে এবং সরকারের পক্ষ থেকে প্রয়োজনীয় ব্যবস্থা নেওয়ার কথা বলা হয়েছে এছাড়া স্থানীয় প্রশাসন সার্বিক পরিস্থিতি পর্যবেক্ষণ করছে এ বিষয়ে সংশ্লিষ্ট কর্মকর্তারা জানান দেশের বিভিন্ন স্থানে নানা উদ্যোগ গ্রহণ করা হয়েছে এবং সরকারের পক্ষ থেকে প্রয়োজনীয় ব্যবস্থা নেওয়ার কথা বলা হয়েছে এছাড়া স্থানীয় প্রশাসন সার্বিক পরিস্থিতি পর্যবেক্ষণ করছে এ বিষয়ে সংশ্লিষ্ট কর্মকর্তারা জানান দেশের বিভিন্ন স্থানে নানা উদ্যোগ গ্রহণ করা হয়েছে এবং সরকারের পক্ষ থেকে প্রয়োজনীয় ব্যবস্থা নেওয়ার কথা বলা হয়েছে এছাড়া স্থানীয় প্রশাসন সার্বিক পরিস্থিতি পর্যবেক্ষণ করছে এ বিষয়ে সংশ্লিষ্ট কর্মকর্তারা জানান দেশের বিভিন্ন স্থানে নান (502, 201, 662, 293)
article-body: এ বিষয়ে সংশ্লিষ্ট কর্মকর্তারা জানান দেশের বিভিন্ন স্থানে নানা উদ্যোগ গ্রহণ করা হয়েছে এবং সরকারের পক্ষ থেকে প্রয়োজনীয় ব্যবস্থা নেওয়ার কথা বলা হয়েছে এছাড়া স্থানীয় প্রশাসন সার্বিক পরিস্থিতি পর্যবেক্ষণ করছে এ বিষয়ে সংশ্লিষ্ট কর্মকর্তারা জানান দেশের বিভিন্ন স্থানে নানা উদ্যোগ গ্রহণ করা হয়েছে এবং সরকারের পক্ষ থেকে প্রয়োজনীয় ব্যবস্থা নেওয়ার কথা বলা হয়েছে এছাড়া স (6, 566, 168, 599)
article-headline: ইরান যুদ্ধ বন্ধের উপায় (6, 337, 168, 359)
article-headline: তেল নয় পানি হচ্ছে (502, 799, 662, 820)
section-title: খবর (623, 9, 657, 31)
article-body: এ বিষয়ে সংশ্লিষ্ট কর্মকর্তারা জানান দেশের বিভিন্ন স্থানে নানা উদ্যোগ গ্রহণ করা হয়েছে এবং সরকারের পক্ষ থেকে প্রয়োজনীয় ব্যবস্থা নেওয়ার কথা বলা হয়েছে এছাড়া স্থানীয় প্রশাসন সার্বিক পরিস্থিতি পর্যবেক্ষণ করছে এ বিষয়ে সংশ্লিষ্ট কর্মকর্তারা জানান দেশের বিভিন্ন স্থানে নানা উদ্যোগ গ্রহণ করা হয়েছে এবং সরকারের পক্ষ থেকে প্রয়োজনীয় ব্যবস্থা নেওয়ার কথা বলা হয়েছে এছাড়া স (172, 385, 332, 417)
article-headline: জামিনে মুক্তি পেলেন (336, 739, 498, 760)
article-body: এ বিষয়ে সংশ্লিষ্ট কর্মকর্তারা জানান দেশের বিভিন্ন স্থানে নানা উদ্যোগ গ্রহণ করা হয়েছে এবং সরকারের পক্ষ থেকে প্রয়োজনীয় ব্যবস্থা নেওয়ার কথা বলা হয়েছে এছাড়া স্থানীয় প্রশাসন সার্বিক পরিস্থিতি পর্যবেক্ষণ করছে এ বিষয়ে সংশ্লিষ্ট কর্মকর্তারা জানান দেশের বিভিন্ন স্থানে নানা উদ্যোগ গ্রহণ করা হয়েছে এবং সরকারের পক্ষ থেকে প্রয়োজনীয় ব্যবস্থা নেওয়ার কথা বলা হয়েছে এছাড়া স্থানীয় প্রশাসন সার্বিক পরিস্থিতি পর্যবেক্ষণ করছে এ বিষয়ে সংশ্লিষ্ট কর্মকর্তারা জানান দেশের বিভিন্ন স্থানে নানা উদ্যোগ গ্রহণ করা হয়েছে এবং সরকারের পক্ষ থেকে প্রয়োজনীয় ব্যবস্থা নেওয়ার কথা বলা হয়েছে এছাড়া স্থানীয় প্রশাসন সার্বিক পরিস্থিতি পর্যবেক্ষণ করছে এ বিষয়ে সংশ্লিষ্ট কর্মকর্তারা জানান দেশের বিভিন্ন স্থানে নানা উদ্যোগ গ্রহণ করা হয়েছে এবং সরকারের পক্ষ থেকে প্রয়োজনীয় ব্যবস্থা নেওয়ার কথা বলা হয়েছে এছাড়া স্থানীয় প্রশাসন সার্বিক পরিস্থিতি পর্যবেক্ষণ করছে এ বিষয়ে সংশ্লিষ্ট কর্মকর্তারা জানান দেশের বিভিন্ন স্থানে নানা উদ্যোগ গ্রহণ করা হয়েছে এবং সরকারের পক্ষ থেকে প্রয়োজনীয় ব্যবস্থা নেওয়ার কথা বলা হয়েছে এছাড়া স্থানীয় প্রশাসন সার্বিক পরিস্থিতি পর্যবেক্ষণ করছে এ বিষয়ে সংশ্লিষ্ট কর্মকর্তারা জানান দেশের বিভিন্ন স্থানে নানা উদ্যোগ গ্রহণ করা হয়েছে এবং সরকারের পক্ষ থেকে প্রয়োজনীয় ব্যবস্থা নেওয়ার কথা বলা হয়েছে এছাড়া স্থানীয় প্রশাসন সার্বিক পরিস্থিতি পর্যবেক্ষণ করছে এ বিষয়ে সংশ্লিষ্ট কর্মকর্তারা জানান দেশের বিভিন্ন স্থানে নানা উদ্যোগ গ্রহণ করা হয়েছে এবং সরকারের পক্ষ থেকে প্রয়োজনীয় ব্যবস্থা নেওয়ার কথা বলা হয়েছে এছাড়া স্থানীয় প্রশাসন সার্বিক পরিস্থিতি পর্যবেক্ষণ করছে এ বিষয়ে সংশ্লিষ্ট কর্মকর্তারা জানান দেশের বিভিন্ন স্থানে নানা উদ্যোগ গ্রহণ করা হয়েছে এবং সরকারের পক্ষ থেকে প্রয়োজনীয় ব্যবস্থা নেওয়ার কথা বলা হয়েছে এছাড়া স্থানীয় প্রশাসন সার্বিক পরিস্থিতি পর্যবেক্ষণ করছে এ বিষয়ে সংশ্লিষ্ট কর্মকর্তারা জানান দেশের বিভিন্ন স্থানে নানা উদ্যোগ গ্রহণ করা হয়েছে এবং সরকারের পক্ষ থেকে প্রয়োজনীয় ব্যবস্থা নেওয়ার কথা বলা হয়েছে এছাড়া স্থানীয় প্রশাসন সার্বিক পরিস্থিতি পর্যবেক্ষণ করছে এ বিষয়ে সংশ্লিষ্ট কর্মকর্তারা জানান দেশের বিভিন্ন স্থানে নানা উদ্যোগ গ্রহণ করা হয়েছে এবং সরকারের পক্ষ থেকে প্রয়োজনীয় ব্যবস্থা নেওয়ার কথা বলা হয়েছে এছাড়া স্থানীয় প্রশাসন সার্বিক পরিস্থিতি পর্যবেক্ষণ করছে এ বিষয়ে সংশ্লিষ্ট কর্মকর্তারা জানান দেশের বিভিন্ন স্থানে নানা উদ্যোগ গ্রহণ করা হয়েছে এবং সরকারের পক্ষ থেকে প্রয়োজনীয় ব (336, 386, 498, 563)
column-2 (172, 42, 332, 1018)
masthead-left (8, 3, 127, 33)
article-body: এ বিষয়ে সংশ্লিষ্ট কর্মকর্তারা জানান দেশের বিভিন্ন স্থানে নানা উদ্যোগ গ্রহণ করা হয়েছে এবং সরকারের পক্ষ থেকে প্রয়োজনীয় ব্যবস্থা নেওয়ার কথা বলা হয়েছে এছাড়া স্থানীয় প্রশাসন সার্বিক পরিস্থিতি পর্যবেক্ষণ করছে এ বিষয়ে সংশ্লিষ্ট কর্মকর্তারা জানান দেশের বিভিন্ন স্থানে নানা উদ্যোগ গ্রহণ করা হয়েছে এবং সরকারের পক্ষ থেকে প্রয়োজনীয় ব্যবস্থা নেওয়ার কথা বলা হয়েছে এছাড়া স্থানীয় প্রশাসন সার্বিক পরিস্থিতি পর্যবেক্ষণ করছে এ বিষয়ে সংশ্লিষ্ট কর্মকর্তারা জানান দেশের বিভিন্ন স্থানে নানা উদ্যোগ গ্রহণ করা হয়েছে এবং সরকারের পক্ষ থেকে প্রয়োজনীয় ব্যবস্থা নেওয়ার কথা বলা হয়েছে এছাড়া স্থানীয় প্রশাসন সার্বিক পরিস্থিতি পর্যবেক্ষণ করছে এ বিষয়ে সংশ্লিষ্ট কর্মকর্তারা জানান দেশের বিভিন্ন স্থানে নানা উদ্যোগ গ্রহণ করা হয়েছে এবং সরকারের পক্ষ থেকে প্রয়োজনীয় ব্যবস্থা নেওয়ার কথা বলা হয়েছে এছাড়া স্থানীয় প্রশাসন সার্বিক পরিস্থিতি পর্যবেক্ষণ করছে এ বিষয়ে সংশ্লিষ্ট কর্মকর্তারা জানান দেশের বিভিন্ন স্থানে নানা উদ্যোগ গ্রহণ করা হয়েছে এবং সরকারের পক্ষ থেকে প্রয়োজনীয় ব্যবস্থা নেওয়ার কথা বলা হয়েছে এছাড়া স্থানীয় প্রশাসন সার্বিক পরিস্থিতি পর্যবেক্ষণ করছে এ বিষয়ে সংশ্লিষ্ট কর্মকর্তারা জানান দেশের বিভিন্ন স্থানে নানা উদ্যোগ গ্রহণ করা হয়েছে এবং সরকারের পক্ষ থেকে প্রয়োজনীয় ব্যবস্থা নেওয়ার কথা বলা হয়েছে এছাড়া স্থানীয় প্রশাসন সার্বিক পরিস্থিতি পর্যবেক্ষণ করছে এ বিষয়ে সংশ্লিষ্ট কর্মকর্তারা জানান দেশের বিভিন্ন স্থানে নানা উদ্যোগ গ্রহণ করা হয়েছে এবং সরকারের পক্ষ থেকে প্রয়োজনীয় ব্যবস্থা নেওয়ার কথা বলা হয়েছে এছাড়া স্থানীয় প্রশাসন সার্বিক পরিস্থিতি পর্যবেক্ষণ করছে এ বিষয়ে সংশ্লিষ্ট কর্মকর্তারা জানান দেশের বিভিন্ন স্থানে নানা উদ্যোগ গ্রহণ করা হয়েছে এবং সরকারের পক্ষ থেকে প্রয়োজনীয় ব্যবস্থা নেওয়ার কথা বলা হয়েছে এছাড়া স্থানীয় প্রশাসন সার্বিক পরিস্থিতি পর্যবেক্ষণ করছে এ বিষয়ে সংশ্লিষ্ট কর্মকর্তারা জানান দেশের বিভিন্ন স্থানে নানা উদ্যোগ গ্রহণ করা হয়েছে এবং সরকারের পক্ষ থেকে প্রয়োজনীয় ব্যবস্থা নেওয়ার কথা বলা হয়েছে এছাড়া স্থানীয় প্র (172, 42, 332, 186)
article-body: এ বিষয়ে সংশ্লিষ্ট কর্মকর্তারা জানান দেশের বিভিন্ন স্থানে নানা উদ্যোগ গ্রহণ করা হয়েছে এবং সরকারের পক্ষ থেকে প্রয়োজনীয় ব্যবস্থা নেওয়ার কথা বলা হয়েছে এছাড়া স্থানীয় প্রশাসন সার্বিক পরিস্থিতি পর্যবেক্ষণ করছে এ বিষয়ে সংশ্লিষ্ট কর্মকর্তারা জানান দেশের বিভিন্ন স্থানে নানা উদ্যোগ গ্রহণ করা হয়েছে এবং সরকারের পক্ষ থেকে প্রয়োজনীয় ব্যবস্থা নেওয়ার কথা বলা হয়েছে এছাড়া স্থানীয় প্রশাসন সার্বিক পরিস্থিতি পর্যবেক্ষণ করছে এ বিষয়ে সংশ্লিষ্ট কর্মকর্তারা জানান দেশের বিভিন্ন স্থানে নানা উদ্যোগ গ্রহণ করা হয়েছে এবং সরকারের পক্ষ থেকে প্রয়োজনীয় ব্যবস্থা নেওয়ার কথা বলা হয়েছে এছাড়া স্থানীয় প্রশাসন সার্বিক পরিস্থিতি পর্যবেক্ষণ করছে এ বিষয়ে সংশ্লিষ্ট কর্মকর্তারা জানান দেশের বিভিন্ন স্থানে নানা উদ্যোগ গ্রহণ করা হয়েছে এবং সরকারের পক্ষ থেকে প্রয়োজনীয় ব্যবস্থা নেওয়ার কথা বলা হয়েছে এছাড়া স্থানীয় প্রশাসন সার্বিক পরিস্থিতি পর্যবেক্ষণ করছে এ বিষয়ে সংশ্লিষ্ট কর্মকর্তারা জানান দেশের বিভিন্ন স্থানে নানা উদ্যোগ গ্রহণ করা হয়েছে এবং সরকারের পক্ষ থেকে প্রয়োজনীয় ব্যবস্থা নেওয়ার কথা বলা হয়েছে এছাড়া স্থানীয় প্রশাসন সার্বিক পরিস্থিতি পর্যবেক্ষণ করছে এ বিষয়ে সংশ্লিষ্ট কর্মকর্তারা জানান দেশের বিভিন্ন স্থানে নানা উদ্যোগ গ্রহণ করা হয়েছে এবং সরকারের পক্ষ থেকে প্রয়োজনীয় ব্যবস্থা নেওয়ার কথা বলা হয়েছে এছাড়া স্থানীয় প্রশাসন সার্বিক পরিস্থিতি পর্যবেক্ষণ করছে এ বিষয়ে সংশ্লিষ্ট কর্মকর্তারা জানান দেশের বিভিন্ন স্থানে নানা উদ্যোগ গ্রহণ করা হয়েছে এবং সরকারের পক্ষ থেকে প্রয়োজনীয় ব্যবস্থা নেওয়ার কথা বলা হয়েছে এছাড়া স্থানীয় প্রশাসন সার্বিক পরিস্থিতি পর্যবেক্ষণ করছে এ বিষয়ে সংশ্লিষ্ট কর্মকর্তারা জানান দেশের বিভিন্ন স্থানে নানা উদ্যোগ গ্রহণ করা হয়েছে এবং সরকারের পক্ষ থেকে প্রয়োজনীয় ব্যবস্থা নেওয়ার কথা বলা হয়েছে এছাড়া স্থানীয় প্রশাসন সার্বিক পরিস্থিতি পর্যবেক্ষণ করছে এ বিষয়ে সংশ্লিষ্ট কর্মকর্তারা জানান দেশের বিভিন্ন স্থানে নানা উদ্যোগ গ্রহণ করা হয়েছে এবং সরকারের পক্ষ থেকে প্রয়োজনীয় ব্যবস্থা নেওয়ার কথা বলা হয়েছে এছাড়া স্থানীয় প্রশাসন সার্বিক পরিস্থিতি পর্যবেক্ষণ করছে এ বিষয়ে সংশ্লিষ্ট কর্মকর্তারা জানান দেশের বিভিন্ন স্থানে নানা উদ্যোগ গ্রহণ করা হয়েছে এবং সরকারের পক্ষ থেকে প্রয়োজনীয় ব্যবস্থা নেওয়ার কথা বলা হয়েছে এছাড়া স্থানীয় প্রশাসন সার্বিক পরিস্থিতি পর্যবেক্ষণ করছে এ বিষয়ে সংশ্লিষ্ট কর্মকর্তারা জানান দেশের বিভিন্ন স্থানে নানা উদ্যোগ গ্রহণ করা হয়েছে এবং সরকারের পক্ষ থেকে প্রয়োজনীয় ব্যবস্থা নেওয়ার কথা বলা হয়েছে এছাড়া স্থানীয় প্রশাসন সার্বিক পরিস্থিতি পর্যবেক্ষণ করছে এ বিষয়ে সংশ্লিষ্ট কর্মকর্তারা জানান দেশের বিভিন্ন স্থানে নানা উদ্যোগ গ্রহণ করা হয়েছে এবং সরকারের পক্ষ থেকে প্রয়োজনীয় ব্যবস্থা নেওয়ার কথা বলা হয়েছে এছাড়া স্থানীয় প্রশাসন সার্বিক পরিস্থিতি পর্যবেক্ষণ করছে এ বিষয়ে সংশ্লিষ্ট কর্মকর্তারা জানান দেশের বিভিন্ন স্থানে নানা উদ্যোগ গ্রহণ করা হয়েছে এবং সরকারের পক্ষ থেকে প্রয়োজনীয় ব্যবস্থা নেওয়ার কথা বলা হয়েছে এছাড়া স্থানীয় প্রশাসন সার্বিক পরিস্থিতি প (6, 627, 168, 844)
article-body: এ বিষয়ে সংশ্লিষ্ট কর্মকর্তারা জানান দেশের বিভিন্ন স্থানে নানা উদ্যোগ গ্রহণ করা হয়েছে এবং সরকারের পক্ষ থেকে প্রয়োজনীয় ব্যবস্থা নেওয়ার কথা বলা হয়েছে এছাড়া স্থানীয় প্রশাসন সার্বিক পরিস্থিতি পর্যবেক্ষণ করছে এ বিষয়ে সংশ্লিষ্ট কর্মকর্তারা জানান দেশের বিভিন্ন স্থানে নানা উদ্যোগ গ্রহণ করা হয়েছে এবং সরকারের পক্ষ থেকে প্রয়োজনীয় ব্যবস্থা নেওয়ার কথা বলা হয়েছে এছাড়া স্থানীয় প্রশাসন সার্বিক পরিস্থিতি পর্যবেক্ষণ করছে এ বিষয়ে সংশ্লিষ্ট কর্মকর্তারা জানান দেশের বিভিন্ন স্থানে নানা উদ্যোগ গ্রহণ করা হয়েছে এবং সরকারের পক্ষ থেকে প্রয়োজনীয় ব্যবস্থা নেওয়ার কথা বলা হয়েছে এছাড়া স্থানীয় প্রশাসন সার্বিক পরিস্থিতি পর্যবেক্ষণ করছে এ বিষয়ে সংশ্লিষ্ট কর্মকর্তারা জানান দেশের বিভিন্ন স্থানে নানা উদ্যোগ গ্রহণ করা হয়েছে এবং সরকারের পক্ষ থেকে প্রয়োজনীয় ব্যবস্থা নেওয়ার কথা বলা হয়েছে এছাড়া স্থানীয় প্রশাসন সার্বিক পরিস্থিতি পর্যবেক্ষণ করছে এ বিষয়ে সংশ্লিষ্ট কর্মকর্তারা জানান দেশের বিভিন্ন স্থানে নানা উদ্যোগ গ্রহণ করা হয়েছে এবং সরকারের পক্ষ থেকে প্রয়োজনীয় ব্যবস্থা নেওয়ার কথা বলা হয়েছে এছাড়া স্থানীয় প্রশাসন সার্বিক পরিস্থিতি পর্যবেক্ষণ করছে এ বিষয়ে সংশ্লিষ্ট কর্মকর্তারা জানান দেশের বিভিন্ন স্থানে নানা উদ্যোগ গ্রহণ করা হয়েছে এবং সরকারের পক্ষ থেকে প্রয়োজনীয় ব্যবস্থা নেওয়ার কথা বলা হয়েছে এছাড়া স্থানীয় প্রশাসন সার্বিক পরিস্থিতি পর্যবেক্ষণ করছে এ বিষয়ে সংশ্লিষ্ট কর্মকর্তারা জানান দেশের বিভিন্ন স্থানে নানা উদ্যোগ গ্রহণ করা হয়েছে এবং সরকারের পক্ষ থেকে প্রয়োজনীয় ব্যবস্থা নেওয়ার কথা বলা হয়েছে এছাড়া স্থানীয় প্রশাসন সার্বিক পরিস্থিতি পর্যবেক্ষণ করছে এ বিষয়ে সংশ্লিষ্ট কর্মকর্তারা জানান দেশের বিভিন্ন স্থানে নানা উদ্যোগ গ্রহণ করা হয়েছে এবং সরকারের পক্ষ থেকে প্রয়োজনীয় ব্যবস্থা নেওয়ার কথা বলা হয়েছে এছাড়া স্থানীয় প্রশাসন সার্বিক পরিস্থিতি পর্যবেক্ষণ করছে এ বিষয়ে সংশ্লিষ্ট কর্মকর্তারা জানান দেশের বিভিন্ন স্থানে নানা উদ্যোগ গ্রহণ করা হয়েছে এবং সরকারের পক্ষ থেকে প্রয়োজনীয় ব্যবস্থা নেওয়ার কথা বলা হয়েছে এছাড়া স্থানীয় প্র (502, 822, 662, 967)
article-headline: পোল্ট্রি শিল্পে ধসের আশঙ্কা (172, 501, 332, 522)
article-body: এ বিষয়ে সংশ্লিষ্ট কর্মকর্তারা জানান দেশের বিভিন্ন স্থানে নানা (172, 214, 280, 219)
article-headline: জেলিস্কির নানা প্রশ্নবাণ (172, 361, 332, 382)
article-headline: ঈদের আগে-পরে ট্রাক-কাভার্ড (502, 78, 662, 99)
article-body: এ বিষয়ে সংশ্লিষ্ট কর্মকর্তারা জানান দেশের বিভিন্ন স্থানে নানা উদ্যোগ গ্রহণ করা হয়েছে এবং সরকারের পক্ষ থেকে প্রয়োজনীয় ব্যবস্থা নেওয়ার কথা বলা হয়েছে এছাড়া স্থানীয় প্রশাসন সার্বিক পরিস্থিতি পর্যবেক্ষণ করছে এ বিষয়ে সংশ্লিষ্ট কর্মকর্তারা জানান দেশের বিভিন্ন স্থানে নানা উদ্যোগ গ্রহণ করা হয়েছে এবং সরকারের পক্ষ থেকে প্রয়োজনীয় ব্যবস্থা নেওয়ার কথা বলা হয়েছে এছাড়া স্থানীয় প্রশাসন সার্বিক পরিস্থিতি পর্যবেক্ষণ করছে এ বিষয়ে সংশ্লিষ্ট কর্মকর্তারা জানান দেশের বিভিন্ন স্থানে নানা উদ্যোগ গ্রহণ করা হয়েছে এবং সরকারের পক্ষ থেকে প্রয়োজনীয় ব্যবস্থা নেওয়ার কথা বলা হয়েছে এছাড়া স্থানীয় প্রশাসন সার্বিক পরিস্থিতি পর্যবেক্ষণ করছে এ বিষয়ে সংশ্লিষ্ট কর্মকর্তারা জানান দেশের বিভিন্ন স্থানে নানা উদ্যোগ গ্রহণ করা হয়েছে এবং সরকারের পক্ষ থেকে প্রয়োজনীয় ব্যবস্থা নেওয়ার কথা বলা হয়েছে এছাড়া স্থানীয় প্রশাসন সার্বিক পরিস্থিতি পর্যবেক্ষণ করছে এ বিষয়ে সংশ্লিষ্ট কর্মকর্তারা জানান দেশের বিভিন্ন স্থানে নানা উদ্যোগ গ্রহণ করা হয়েছে এবং সরকারের পক্ষ থেকে প্রয়োজনীয় ব্যবস্থা নেওয়ার কথা বলা হয়েছে এছাড়া স্থানীয় প্রশাসন সার্বিক পরিস্থিতি পর্যবেক্ষণ করছে এ বিষয়ে সংশ্লিষ্ট কর্মকর্তারা জানান দেশের বিভিন্ন স্থানে নানা উদ্যোগ গ্রহণ করা হয়েছে এবং সরকারের পক্ষ থেকে প্রয়োজনীয় ব্যবস্থা নেওয়ার কথা বলা হয়েছে এছাড়া স্থানীয় প্রশাসন সার্বিক পরিস্থিতি পর্যবেক্ষণ করছে এ বিষয়ে সংশ্লিষ্ট কর্মকর্তারা জানান দেশের বিভিন্ন স্থানে নানা উদ্যোগ গ্রহণ করা হয়েছে এবং সরকারের (172, 246, 332, 357)
article-body: এ বিষয়ে সংশ্লিষ্ট কর্মকর্তারা জানান দেশের বিভিন্ন স্থানে নানা উদ্যোগ গ্রহণ করা হয়েছে এবং সরকারের পক্ষ থেকে প্রয়োজনীয় ব্যবস্থা নেওয়ার কথা বলা হয়েছে এছাড়া স্থানীয় প্রশাসন সার্বিক পরিস্থিতি পর্যবেক্ষণ করছে এ বিষয়ে সংশ্লিষ্ট কর্মকর্তারা জানান দেশের বিভিন্ন স্থানে নানা উদ্যোগ গ্রহণ করা হয়েছে এবং সরকারের পক্ষ থেকে প্রয়োজনীয় ব্যবস্থা নেওয়ার কথা বলা হয়েছে এছাড়া স্থানীয় প্রশাসন সার্বিক পরিস্থিতি পর্যবেক্ষণ করছে এ বিষয়ে সংশ্লিষ্ট কর্মকর্তারা জানান দেশের বিভিন্ন স্থানে নানা উদ্যোগ গ্রহণ করা হয়েছে এবং সরকারের পক্ষ থেকে প্রয়োজনীয় ব্যবস্থা নেওয়ার কথা বলা হয়েছে এছাড়া স্থানীয় প্রশাসন সার্বিক পরিস্থিতি পর্যবেক্ষণ করছে এ বিষয়ে সংশ্লিষ্ট কর্মকর্তারা জানান দেশের বিভিন্ন স্থানে নানা উদ্যোগ গ্রহণ করা হয়েছে এবং সরকারের পক্ষ থেকে প্রয়োজনীয় ব্যবস্থা নেওয়ার কথা বলা হয়েছে এছাড়া স্থানীয় প্রশাসন সার্বিক পরিস্থিতি পর্যবেক্ষণ করছে এ বিষয়ে সংশ্লিষ্ট কর্মকর্তারা জানান দেশের বিভিন্ন স্থানে নানা উদ্যোগ গ্রহণ করা হয়েছে এবং সরকারের পক্ষ থেকে প্রয়োজনীয় ব্যবস্থা নেওয়ার কথা বলা হয়েছে এছাড়া স্থানীয় প্রশাসন সার্বিক পরিস্থিতি পর্যবেক্ষণ করছে এ বিষয়ে সংশ্লিষ্ট কর্মকর্তারা জানান দেশের বিভিন্ন স্থানে নানা উদ্যোগ গ্রহণ করা হয়েছে এবং সরকারের পক্ষ থেকে প্রয়োজনীয় ব্যবস্থা নেওয়ার কথা বলা হয়েছে এছাড়া স্থানীয় প্রশাসন সার্বিক পরিস্থিতি পর্যবেক্ষণ করছে এ বিষয়ে সংশ্লিষ্ট কর্মকর্তারা জানান দেশের বিভিন্ন স্থানে নানা উদ্যোগ গ্রহণ করা হয়েছে এবং সরকারের পক্ষ থেকে প্রয়োজনীয় ব্যবস্থা নেওয়ার কথা বলা হয়েছে এছাড়া স্থানীয় প্রশাসন সার্বিক পরিস্থিতি পর্যবেক্ষণ করছে এ বিষয়ে সংশ্লিষ্ট কর্মকর্তারা জানান দেশের বিভিন্ন স্থানে নানা উদ্যোগ গ্রহণ করা হয়েছে এবং সরকারের পক্ষ থেকে প্রয়োজনীয় ব্যবস্থা নেওয়ার কথা বলা হয়েছে এছাড়া স্থানীয় প্রশাসন সার্বিক পরিস্থিতি পর্যবেক্ষণ করছে এ বিষয়ে সংশ্লিষ্ট কর্মকর্তারা জানান দেশের বিভিন্ন স্থানে নানা উদ্যোগ গ্রহণ করা হয়েছে এবং সরকারের পক্ষ থেকে প্রয়োজনীয় ব্যবস্থা নেওয়ার কথা বলা হয়েছে এছাড়া স্থানীয় প্র (336, 590, 498, 735)
article-headline: নকশা বহির্ভূত ভবন নির্মাণ (336, 362, 498, 383)
article-headline: নেগোসিয়েশনের মাধ্যমে (6, 45, 168, 66)
article-headline: লোকসানের অন্ধকারে (172, 647, 332, 668)
article-body: এ বিষয়ে সংশ্লিষ্ট কর্মকর্তারা জানান দেশের বিভিন্ন স্থানে নানা উদ্যোগ গ্রহণ করা হয়েছে এবং সরকারের পক্ষ থেকে প্রয়োজনীয় ব্যবস্থা নেওয়ার কথা বলা হয়েছে এছাড়া স্থানীয় প্রশাসন সার্বিক পরিস্থিতি পর্যবেক্ষণ করছে এ বিষয়ে সংশ্লিষ্ট কর্মকর্তারা জানান দেশের বিভিন্ন স্থানে নানা উদ্যোগ গ্রহণ করা হয়েছে এবং সরকারের পক্ষ থেকে প্রয়োজনীয় ব্যবস্থা নেওয়ার কথা বলা হয়েছে এছাড়া স্থানীয় প্রশাসন সার্বিক পরিস্থিতি পর্যবেক্ষণ করছে এ বিষয়ে সংশ্লিষ্ট কর্মকর্তারা জানান দেশের বিভিন্ন স্থানে নানা উদ্যোগ গ্রহ (502, 320, 662, 359)
article-headline: প্রতি শনিবার দেশে পরিচ্ছন্নতা (6, 525, 168, 563)
issue-date: রোববার ১৫ মার্চ ২০২৬ (396, 17, 482, 27)
page-number: ২। (8, 5, 31, 30)
logo-text: এই বাংলা (42, 6, 121, 30)
column-3 (336, 42, 498, 1018)
masthead (0, 0, 667, 40)
article-headline: শিখছে বিশ্ব ডাবিং (172, 421, 332, 442)
